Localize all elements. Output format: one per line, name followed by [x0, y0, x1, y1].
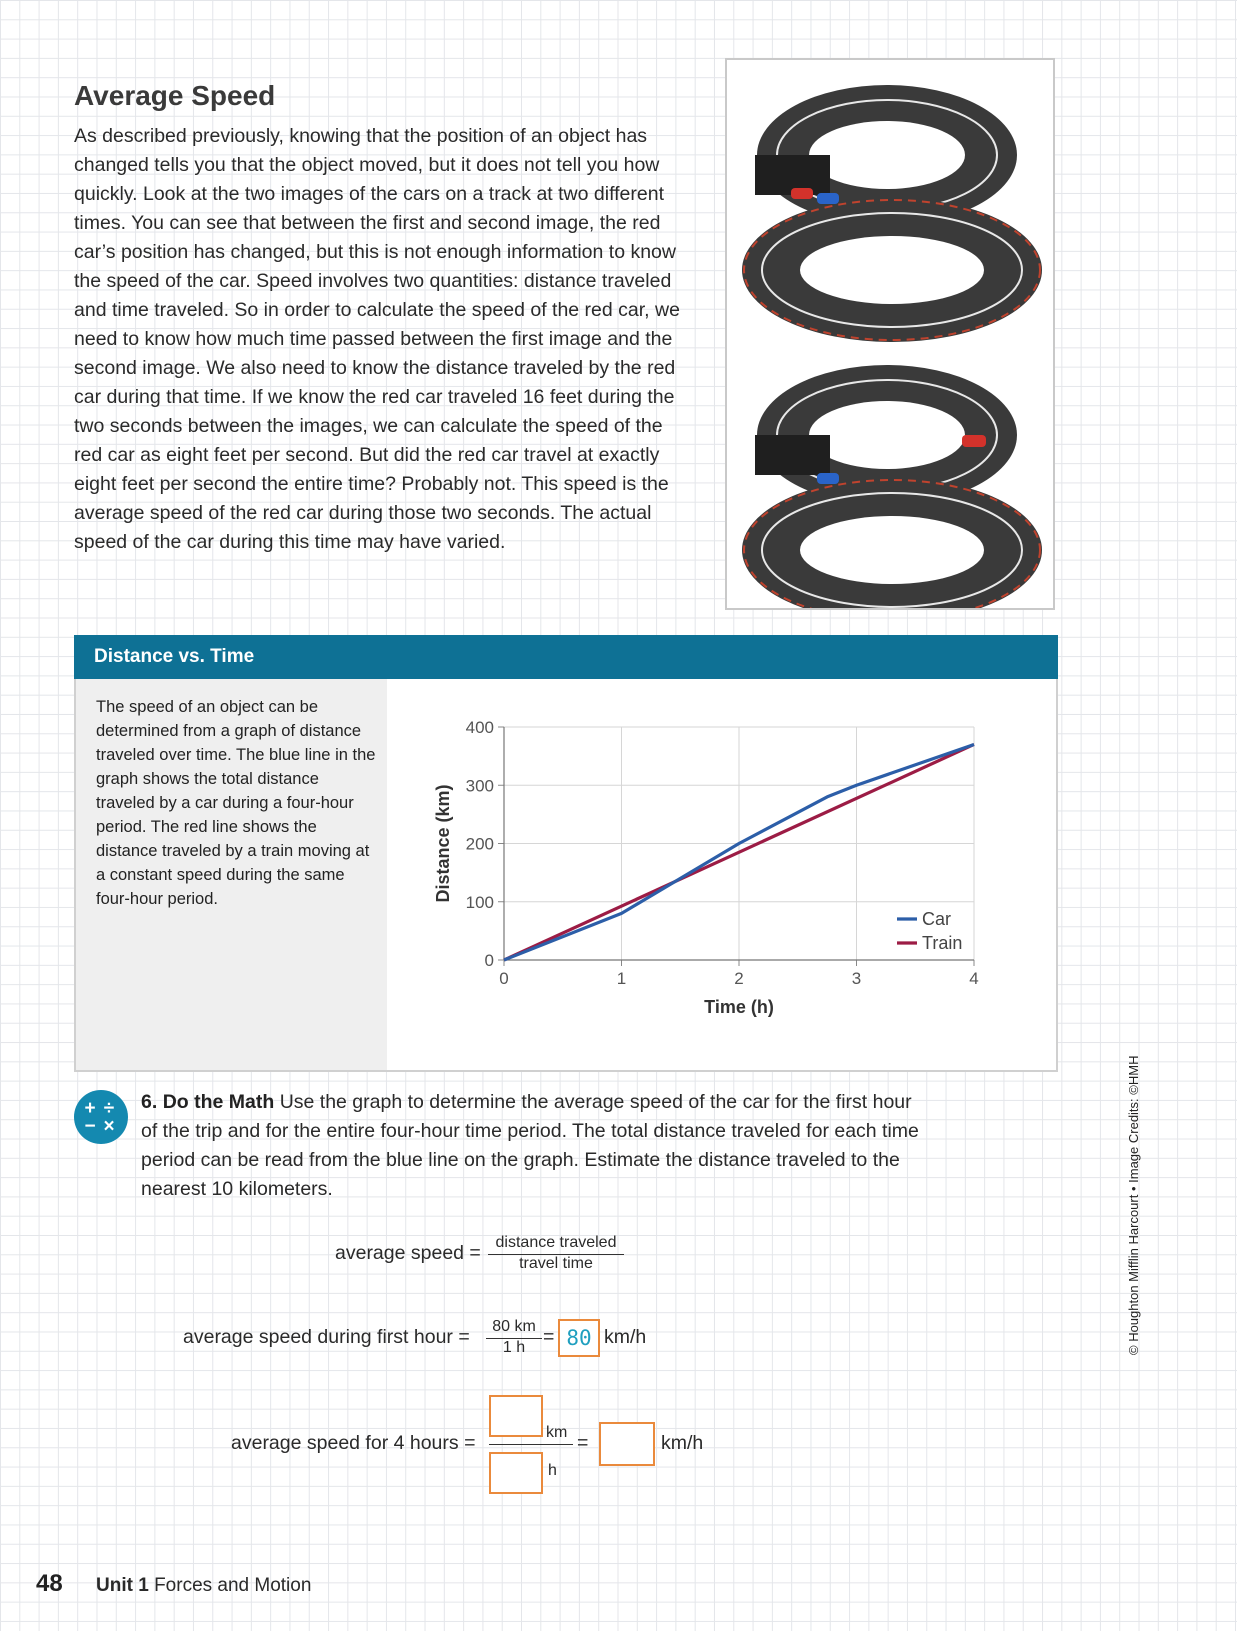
divide-icon: ÷ [103, 1098, 115, 1119]
intro-paragraph: As described previously, knowing that the position of an object has changed tells you that the object moved, but it does not tell you how quickly. Look at the two images of the cars on a track at two different times. You can see that between the first and second image, the red car’s position has changed, but this is not enough information to know the speed of the car. Speed involves two quantities: distance traveled and time traveled. So in order to calculate the speed of the red car, we need to know how much time passed between the first image and the second image. We also need to know the distance traveled by the red car during that time. If we know the red car traveled 16 feet during the two seconds between the images, we can calculate the speed of the red car as eight feet per second. But did the red car travel at exactly eight feet per second the entire time? Probably not. This speed is the average speed of the red car during those two seconds. The actual speed of the car during this time may have varied. [74, 125, 680, 553]
y-tick-label: 100 [465, 892, 494, 912]
x-tick-label: 3 [851, 969, 862, 988]
footer-unit-title: Forces and Motion [154, 1575, 312, 1596]
legend-label-car: Car [922, 909, 952, 929]
four-hours-unit: km/h [661, 1432, 704, 1454]
first-hour-numerator: 80 km [492, 1318, 536, 1335]
formula-label: average speed = [335, 1242, 481, 1264]
y-tick-label: 0 [484, 951, 494, 970]
y-tick-label: 300 [465, 776, 494, 796]
image-credits: © Houghton Mifflin Harcourt • Image Credits: ©HMH [1126, 1055, 1141, 1355]
x-tick-label: 4 [969, 969, 979, 988]
race-track-photos [725, 58, 1055, 610]
page-number: 48 [36, 1570, 63, 1597]
formula-denominator: travel time [519, 1255, 593, 1272]
chart-legend [897, 909, 962, 953]
question-text: Use the graph to determine the average speed of the car for the first hour of the trip and for the entire four-hour time period. The total distance traveled for each time period can be read from the blue line on the graph. Estimate the distance traveled to the nearest 10 kilometers. [141, 1091, 919, 1200]
four-hours-distance-box[interactable] [489, 1395, 543, 1437]
math-operations-icon [74, 1090, 128, 1144]
question-lead: Do the Math [162, 1091, 275, 1113]
footer-unit [96, 1575, 311, 1597]
first-hour-answer-box[interactable]: 80 [558, 1319, 600, 1357]
x-axis-title: Time (h) [704, 997, 774, 1017]
track-photo-first [742, 85, 1042, 342]
graph-description-box [76, 679, 387, 1070]
four-hours-equals: = [577, 1432, 589, 1454]
math-symbols-icon [74, 1090, 128, 1144]
x-tick-label: 0 [499, 969, 509, 988]
four-hours-denominator-unit: h [548, 1462, 557, 1479]
question-6 [141, 1088, 921, 1204]
graph-banner-title: Distance vs. Time [94, 646, 255, 667]
x-tick-label: 2 [734, 969, 744, 988]
track-photo-second [742, 365, 1042, 608]
four-hours-label: average speed for 4 hours = [231, 1432, 476, 1454]
formula-numerator: distance traveled [495, 1234, 617, 1251]
minus-icon: − [84, 1116, 96, 1137]
multiply-icon: × [103, 1116, 115, 1137]
four-hours-time-box[interactable] [489, 1452, 543, 1494]
four-hours-fraction-bar [489, 1444, 573, 1445]
four-hours-answer-box[interactable] [599, 1422, 655, 1466]
legend-label-train: Train [922, 933, 963, 953]
first-hour-label: average speed during first hour = [183, 1326, 470, 1348]
first-hour-denominator: 1 h [502, 1339, 526, 1356]
y-tick-label: 200 [465, 834, 494, 854]
graph-description: The speed of an object can be determined from a graph of distance traveled over time. The blue line in the graph shows the total distance traveled by a car during a four-hour period. The red line shows the distance traveled by a train moving at a constant speed during the same four-hour period. [96, 698, 376, 908]
first-hour-equals: = [543, 1326, 555, 1348]
plus-icon: + [84, 1098, 96, 1119]
y-tick-label: 400 [465, 718, 494, 737]
section-heading: Average Speed [74, 80, 276, 111]
question-number: 6. [141, 1091, 158, 1113]
four-hours-numerator-unit: km [546, 1424, 568, 1441]
race-track-illustration [727, 60, 1053, 608]
x-tick-label: 1 [616, 969, 627, 988]
distance-time-chart [387, 679, 1027, 1070]
footer-unit-label: Unit 1 [96, 1575, 149, 1596]
graph-banner [74, 635, 1058, 679]
y-axis-title: Distance (km) [433, 784, 453, 903]
graph-panel [74, 679, 1058, 1072]
first-hour-unit: km/h [604, 1326, 647, 1348]
